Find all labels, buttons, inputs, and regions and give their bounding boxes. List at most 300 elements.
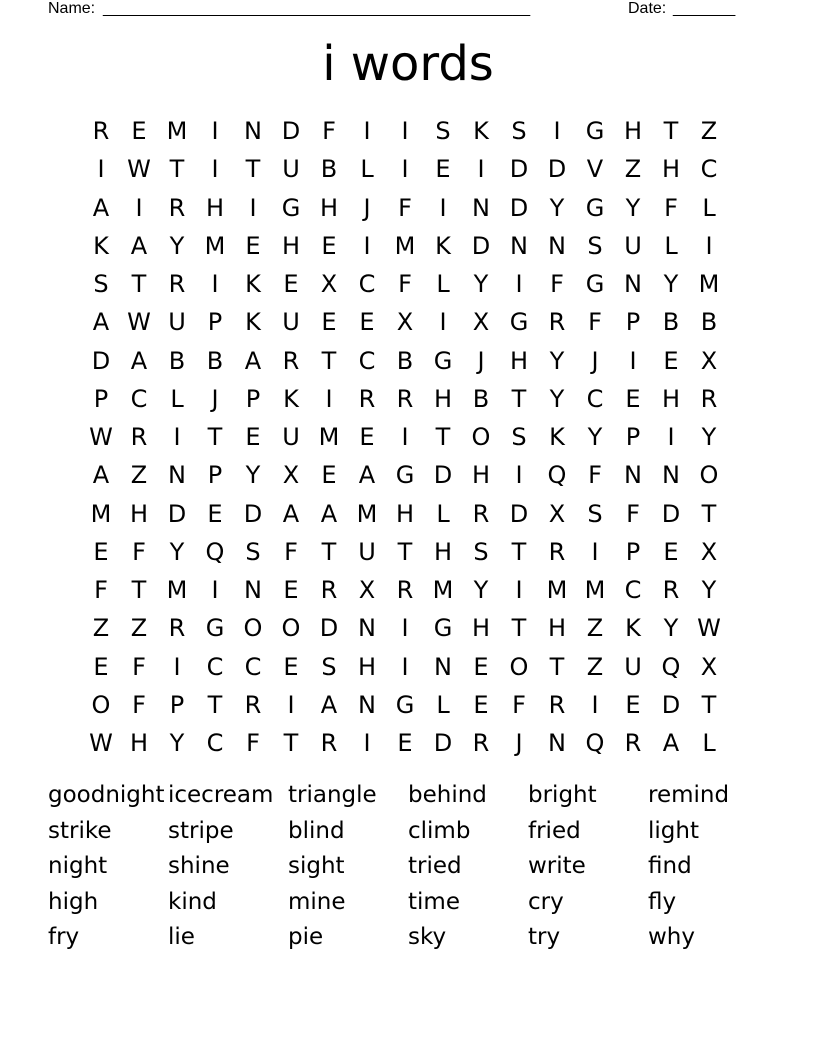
- grid-letter: U: [282, 423, 300, 452]
- grid-letter: S: [587, 499, 603, 528]
- grid-letter: M: [90, 499, 112, 528]
- grid-letter: I: [553, 117, 561, 146]
- grid-letter: G: [433, 614, 453, 643]
- grid-letter: H: [547, 614, 567, 643]
- grid-letter: E: [321, 308, 337, 337]
- grid-letter: E: [397, 729, 413, 758]
- grid-letter: R: [472, 729, 490, 758]
- grid-letter: F: [94, 576, 108, 605]
- grid-letter: F: [398, 270, 412, 299]
- grid-letter: I: [249, 193, 257, 222]
- grid-letter: P: [245, 384, 261, 413]
- grid-letter: D: [167, 499, 187, 528]
- grid-letter: Y: [625, 193, 641, 222]
- grid-letter: T: [435, 423, 451, 452]
- grid-letter: X: [700, 346, 718, 375]
- grid-letter: J: [477, 346, 485, 375]
- word-list-item: goodnight: [48, 782, 165, 808]
- grid-letter: I: [363, 231, 371, 260]
- grid-letter: A: [244, 346, 262, 375]
- grid-letter: U: [624, 652, 642, 681]
- grid-letter: E: [321, 461, 337, 490]
- word-list-item: triangle: [288, 782, 377, 808]
- grid-letter: C: [206, 729, 224, 758]
- grid-letter: N: [244, 576, 262, 605]
- grid-letter: T: [207, 423, 223, 452]
- word-list-item: sight: [288, 853, 345, 879]
- grid-letter: Y: [549, 384, 565, 413]
- grid-letter: H: [129, 729, 149, 758]
- grid-letter: A: [130, 346, 148, 375]
- grid-letter: T: [701, 690, 717, 719]
- grid-letter: T: [131, 270, 147, 299]
- grid-letter: Q: [547, 461, 567, 490]
- grid-letter: W: [127, 155, 151, 184]
- grid-letter: F: [626, 499, 640, 528]
- grid-letter: G: [281, 193, 301, 222]
- grid-letter: N: [662, 461, 680, 490]
- grid-letter: Y: [169, 537, 185, 566]
- word-list-item: light: [648, 817, 699, 844]
- grid-letter: P: [207, 308, 223, 337]
- grid-letter: F: [284, 537, 298, 566]
- grid-letter: K: [473, 117, 489, 146]
- grid-letter: M: [318, 423, 340, 452]
- grid-letter: D: [661, 499, 681, 528]
- grid-letter: K: [435, 231, 451, 260]
- grid-letter: M: [166, 117, 188, 146]
- grid-letter: B: [320, 155, 338, 184]
- grid-letter: N: [548, 729, 566, 758]
- grid-letter: H: [433, 384, 453, 413]
- grid-letter: N: [168, 461, 186, 490]
- grid-letter: D: [509, 499, 529, 528]
- grid-letter: D: [661, 690, 681, 719]
- grid-letter: P: [625, 423, 641, 452]
- word-list-item: bright: [528, 782, 597, 808]
- grid-letter: T: [663, 117, 679, 146]
- grid-letter: Y: [169, 729, 185, 758]
- word-list-item: behind: [408, 782, 487, 808]
- grid-letter: F: [132, 652, 146, 681]
- grid-letter: E: [283, 576, 299, 605]
- grid-letter: T: [207, 690, 223, 719]
- grid-letter: I: [401, 614, 409, 643]
- grid-letter: T: [245, 155, 261, 184]
- grid-letter: M: [166, 576, 188, 605]
- grid-letter: D: [281, 117, 301, 146]
- grid-letter: L: [664, 231, 678, 260]
- grid-letter: D: [509, 155, 529, 184]
- grid-letter: P: [93, 384, 109, 413]
- grid-letter: U: [624, 231, 642, 260]
- grid-letter: E: [663, 346, 679, 375]
- grid-letter: I: [363, 117, 371, 146]
- grid-letter: T: [321, 346, 337, 375]
- word-list-item: shine: [168, 853, 230, 879]
- grid-letter: A: [320, 690, 338, 719]
- grid-letter: G: [395, 461, 415, 490]
- grid-letter: I: [135, 193, 143, 222]
- grid-letter: D: [433, 729, 453, 758]
- grid-letter: T: [549, 652, 565, 681]
- grid-letter: I: [325, 384, 333, 413]
- word-list-item: fly: [648, 888, 677, 915]
- grid-letter: K: [245, 308, 261, 337]
- grid-letter: C: [624, 576, 642, 605]
- grid-letter: B: [700, 308, 718, 337]
- page-title: i words: [322, 36, 494, 92]
- grid-letter: I: [515, 576, 523, 605]
- grid-letter: U: [282, 308, 300, 337]
- grid-letter: H: [357, 652, 377, 681]
- grid-letter: J: [363, 193, 371, 222]
- word-list-item: climb: [408, 817, 471, 844]
- grid-letter: V: [586, 155, 604, 184]
- grid-letter: I: [97, 155, 105, 184]
- grid-letter: I: [591, 690, 599, 719]
- grid-letter: R: [548, 308, 566, 337]
- grid-letter: H: [319, 193, 339, 222]
- word-list-item: mine: [288, 888, 346, 915]
- grid-letter: R: [244, 690, 262, 719]
- grid-letter: X: [548, 499, 566, 528]
- grid-letter: R: [92, 117, 110, 146]
- grid-letter: Y: [663, 270, 679, 299]
- name-label: Name:: [48, 0, 96, 17]
- grid-letter: E: [245, 231, 261, 260]
- grid-letter: B: [662, 308, 680, 337]
- grid-letter: E: [435, 155, 451, 184]
- grid-letter: O: [91, 690, 111, 719]
- grid-letter: E: [93, 652, 109, 681]
- date-line: _______: [673, 0, 736, 17]
- grid-letter: S: [511, 117, 527, 146]
- grid-letter: E: [473, 652, 489, 681]
- grid-letter: I: [705, 231, 713, 260]
- grid-letter: A: [282, 499, 300, 528]
- grid-letter: P: [625, 537, 641, 566]
- grid-letter: I: [439, 308, 447, 337]
- grid-letter: C: [244, 652, 262, 681]
- word-list-item: remind: [648, 782, 730, 808]
- grid-letter: Y: [701, 423, 717, 452]
- grid-letter: N: [244, 117, 262, 146]
- word-list-item: tried: [408, 853, 462, 879]
- grid-letter: K: [625, 614, 641, 643]
- grid-letter: I: [287, 690, 295, 719]
- grid-letter: I: [439, 193, 447, 222]
- grid-letter: H: [661, 155, 681, 184]
- grid-letter: F: [398, 193, 412, 222]
- word-list-item: find: [648, 853, 692, 879]
- grid-letter: X: [700, 537, 718, 566]
- grid-letter: Z: [700, 117, 718, 146]
- grid-letter: O: [243, 614, 263, 643]
- word-list-item: night: [48, 853, 108, 879]
- grid-letter: S: [93, 270, 109, 299]
- grid-letter: S: [245, 537, 261, 566]
- grid-letter: S: [473, 537, 489, 566]
- grid-letter: N: [624, 461, 642, 490]
- grid-letter: Y: [701, 576, 717, 605]
- grid-letter: Y: [663, 614, 679, 643]
- letter-grid: [82, 112, 728, 762]
- grid-letter: F: [246, 729, 260, 758]
- grid-letter: B: [396, 346, 414, 375]
- grid-letter: D: [547, 155, 567, 184]
- grid-letter: S: [435, 117, 451, 146]
- grid-letter: E: [283, 270, 299, 299]
- grid-letter: K: [549, 423, 565, 452]
- grid-letter: Y: [587, 423, 603, 452]
- grid-letter: M: [584, 576, 606, 605]
- grid-letter: A: [130, 231, 148, 260]
- grid-letter: R: [548, 690, 566, 719]
- grid-letter: K: [245, 270, 261, 299]
- grid-letter: S: [321, 652, 337, 681]
- grid-letter: U: [168, 308, 186, 337]
- grid-letter: E: [359, 423, 375, 452]
- grid-letter: F: [588, 461, 602, 490]
- grid-letter: X: [472, 308, 490, 337]
- grid-letter: I: [211, 270, 219, 299]
- grid-letter: A: [92, 461, 110, 490]
- grid-letter: Y: [549, 346, 565, 375]
- grid-letter: U: [282, 155, 300, 184]
- grid-letter: E: [283, 652, 299, 681]
- grid-letter: Z: [586, 614, 604, 643]
- grid-letter: D: [509, 193, 529, 222]
- grid-letter: X: [320, 270, 338, 299]
- grid-letter: H: [509, 346, 529, 375]
- grid-letter: T: [511, 384, 527, 413]
- grid-letter: G: [509, 308, 529, 337]
- grid-letter: B: [472, 384, 490, 413]
- grid-letter: G: [205, 614, 225, 643]
- grid-letter: N: [472, 193, 490, 222]
- grid-letter: F: [512, 690, 526, 719]
- grid-letter: Y: [169, 231, 185, 260]
- grid-letter: E: [473, 690, 489, 719]
- grid-letter: W: [89, 729, 113, 758]
- word-list-item: cry: [528, 888, 564, 915]
- grid-letter: P: [169, 690, 185, 719]
- grid-letter: M: [394, 231, 416, 260]
- grid-letter: Z: [586, 652, 604, 681]
- grid-letter: X: [700, 652, 718, 681]
- grid-letter: J: [591, 346, 599, 375]
- grid-letter: N: [358, 614, 376, 643]
- word-list-item: kind: [168, 888, 217, 915]
- word-list-item: fry: [48, 924, 80, 950]
- grid-letter: R: [472, 499, 490, 528]
- grid-letter: R: [396, 384, 414, 413]
- grid-letter: I: [173, 652, 181, 681]
- grid-letter: K: [283, 384, 299, 413]
- grid-letter: Z: [130, 614, 148, 643]
- grid-letter: M: [546, 576, 568, 605]
- grid-letter: D: [433, 461, 453, 490]
- grid-letter: I: [211, 155, 219, 184]
- grid-letter: N: [358, 690, 376, 719]
- grid-letter: R: [168, 270, 186, 299]
- grid-letter: T: [701, 499, 717, 528]
- grid-letter: N: [548, 231, 566, 260]
- grid-letter: C: [358, 270, 376, 299]
- grid-letter: G: [585, 270, 605, 299]
- grid-letter: I: [211, 576, 219, 605]
- grid-letter: T: [283, 729, 299, 758]
- grid-letter: A: [320, 499, 338, 528]
- grid-letter: R: [624, 729, 642, 758]
- grid-letter: C: [700, 155, 718, 184]
- grid-letter: O: [471, 423, 491, 452]
- word-list: [48, 778, 768, 956]
- grid-letter: G: [585, 117, 605, 146]
- grid-letter: R: [320, 576, 338, 605]
- grid-letter: T: [169, 155, 185, 184]
- grid-letter: P: [625, 308, 641, 337]
- grid-letter: H: [205, 193, 225, 222]
- grid-letter: A: [92, 193, 110, 222]
- grid-letter: R: [168, 614, 186, 643]
- grid-letter: R: [548, 537, 566, 566]
- grid-letter: I: [591, 537, 599, 566]
- grid-letter: X: [396, 308, 414, 337]
- grid-letter: M: [356, 499, 378, 528]
- grid-letter: R: [320, 729, 338, 758]
- grid-letter: R: [396, 576, 414, 605]
- grid-letter: F: [588, 308, 602, 337]
- date-label: Date:: [628, 0, 667, 17]
- grid-letter: I: [515, 461, 523, 490]
- grid-letter: F: [322, 117, 336, 146]
- grid-letter: M: [432, 576, 454, 605]
- grid-letter: R: [358, 384, 376, 413]
- grid-letter: N: [624, 270, 642, 299]
- grid-letter: M: [204, 231, 226, 260]
- grid-letter: G: [433, 346, 453, 375]
- grid-letter: Z: [130, 461, 148, 490]
- grid-letter: F: [550, 270, 564, 299]
- grid-letter: M: [698, 270, 720, 299]
- grid-letter: C: [206, 652, 224, 681]
- grid-letter: O: [281, 614, 301, 643]
- grid-letter: W: [89, 423, 113, 452]
- grid-letter: T: [397, 537, 413, 566]
- grid-letter: T: [321, 537, 337, 566]
- grid-letter: S: [511, 423, 527, 452]
- grid-letter: I: [401, 155, 409, 184]
- grid-letter: B: [206, 346, 224, 375]
- word-list-item: pie: [288, 924, 324, 950]
- grid-letter: J: [211, 384, 219, 413]
- word-list-item: blind: [288, 817, 345, 844]
- grid-letter: K: [93, 231, 109, 260]
- grid-letter: C: [130, 384, 148, 413]
- grid-letter: A: [358, 461, 376, 490]
- grid-letter: C: [358, 346, 376, 375]
- grid-letter: W: [127, 308, 151, 337]
- grid-letter: J: [515, 729, 523, 758]
- grid-letter: O: [699, 461, 719, 490]
- word-list-item: write: [528, 853, 586, 879]
- grid-letter: F: [132, 537, 146, 566]
- word-list-item: try: [528, 924, 561, 950]
- grid-letter: A: [92, 308, 110, 337]
- word-list-item: time: [408, 888, 460, 915]
- word-list-item: strike: [48, 817, 112, 844]
- word-list-item: fried: [528, 817, 581, 844]
- grid-letter: I: [401, 423, 409, 452]
- grid-letter: E: [663, 537, 679, 566]
- grid-letter: E: [207, 499, 223, 528]
- grid-letter: E: [625, 690, 641, 719]
- grid-letter: T: [131, 576, 147, 605]
- name-line: ________________________________________________: [103, 0, 531, 17]
- grid-letter: Y: [473, 270, 489, 299]
- grid-letter: E: [245, 423, 261, 452]
- grid-letter: A: [662, 729, 680, 758]
- grid-letter: L: [436, 270, 450, 299]
- grid-letter: Z: [92, 614, 110, 643]
- grid-letter: I: [477, 155, 485, 184]
- word-list-item: high: [48, 888, 99, 915]
- grid-letter: G: [585, 193, 605, 222]
- grid-letter: T: [511, 537, 527, 566]
- grid-letter: P: [207, 461, 223, 490]
- grid-letter: F: [132, 690, 146, 719]
- grid-letter: G: [395, 690, 415, 719]
- word-list-item: icecream: [168, 782, 274, 808]
- word-list-item: why: [648, 924, 695, 950]
- grid-letter: H: [281, 231, 301, 260]
- grid-letter: R: [700, 384, 718, 413]
- grid-letter: D: [91, 346, 111, 375]
- word-list-item: sky: [408, 924, 447, 950]
- grid-letter: E: [93, 537, 109, 566]
- grid-letter: R: [168, 193, 186, 222]
- grid-letter: I: [173, 423, 181, 452]
- grid-letter: I: [629, 346, 637, 375]
- grid-letter: O: [509, 652, 529, 681]
- grid-letter: I: [211, 117, 219, 146]
- grid-letter: H: [395, 499, 415, 528]
- grid-letter: X: [358, 576, 376, 605]
- grid-letter: L: [436, 499, 450, 528]
- grid-letter: E: [321, 231, 337, 260]
- grid-letter: D: [471, 231, 491, 260]
- grid-letter: T: [511, 614, 527, 643]
- grid-letter: L: [436, 690, 450, 719]
- grid-letter: D: [243, 499, 263, 528]
- grid-letter: S: [587, 231, 603, 260]
- grid-letter: Q: [585, 729, 605, 758]
- grid-letter: H: [623, 117, 643, 146]
- grid-letter: H: [471, 614, 491, 643]
- grid-letter: Z: [624, 155, 642, 184]
- grid-letter: H: [433, 537, 453, 566]
- word-list-item: lie: [168, 924, 195, 950]
- grid-letter: L: [360, 155, 374, 184]
- grid-letter: B: [168, 346, 186, 375]
- grid-letter: X: [282, 461, 300, 490]
- grid-letter: U: [358, 537, 376, 566]
- grid-letter: I: [515, 270, 523, 299]
- grid-letter: F: [664, 193, 678, 222]
- grid-letter: N: [434, 652, 452, 681]
